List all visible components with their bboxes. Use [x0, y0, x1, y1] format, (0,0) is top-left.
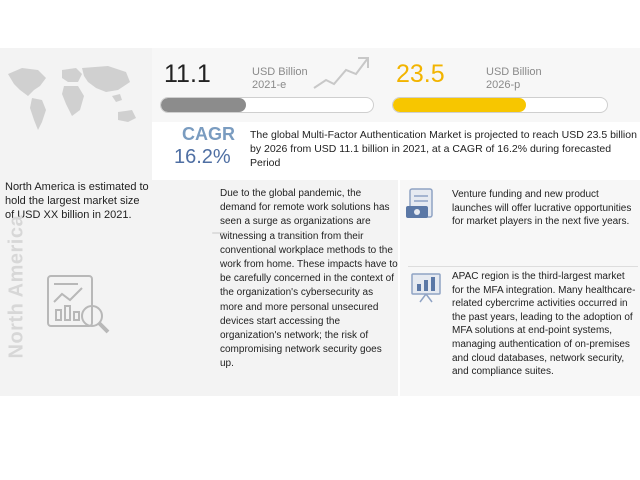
year-2021: 2021-e	[252, 79, 287, 91]
world-map-icon	[4, 60, 144, 134]
money-document-icon	[404, 186, 440, 222]
market-bar-2021	[160, 97, 374, 113]
value-2026: 23.5	[396, 60, 445, 88]
cagr-label: CAGR	[182, 124, 235, 144]
unit-2026: USD Billion	[486, 66, 542, 78]
market-bar-2026	[392, 97, 608, 113]
pandemic-impact-text: Due to the global pandemic, the demand for remote work solutions has seen a surge as organizations are witnessing a transition from their conventional workplace methods to the work from home. These impacts have to be carefully concerned in the context of the organization's cybersecurity as more and more personal unsecured devices start accessing the organization's network; the risk of compromising network security goes up.	[220, 188, 398, 370]
venture-funding-text: Venture funding and new product launches will offer lucrative opportunities for market players in the next five years.	[452, 189, 632, 228]
presentation-chart-icon	[408, 270, 444, 304]
analytics-magnifier-icon	[38, 272, 114, 340]
cagr-value: 16.2%	[174, 146, 231, 168]
region-vertical-label: North America	[5, 214, 28, 359]
trend-line-icon	[312, 54, 372, 94]
value-2021: 11.1	[164, 60, 211, 88]
apac-region-text: APAC region is the third-largest market for the MFA integration. Many healthcare-related cybercrime activities occurred in the past years, leading to the adoption of MFA solutions at end-point systems, managing authentication of on-premises and cloud databases, network security, and compliance suites.	[452, 271, 636, 378]
market-bar-2021-fill	[161, 98, 246, 112]
year-2026: 2026-p	[486, 79, 521, 91]
right-card-divider	[408, 266, 638, 267]
unit-2021: USD Billion	[252, 66, 308, 78]
region-summary-text: North America is estimated to hold the largest market size of USD XX billion in 2021.	[5, 181, 149, 221]
market-projection-text: The global Multi-Factor Authentication Market is projected to reach USD 23.5 billion by 2026 from USD 11.1 billion in 2021, at a CAGR of 16.2% during forecasted Period	[250, 129, 637, 169]
market-bar-2026-fill	[393, 98, 526, 112]
